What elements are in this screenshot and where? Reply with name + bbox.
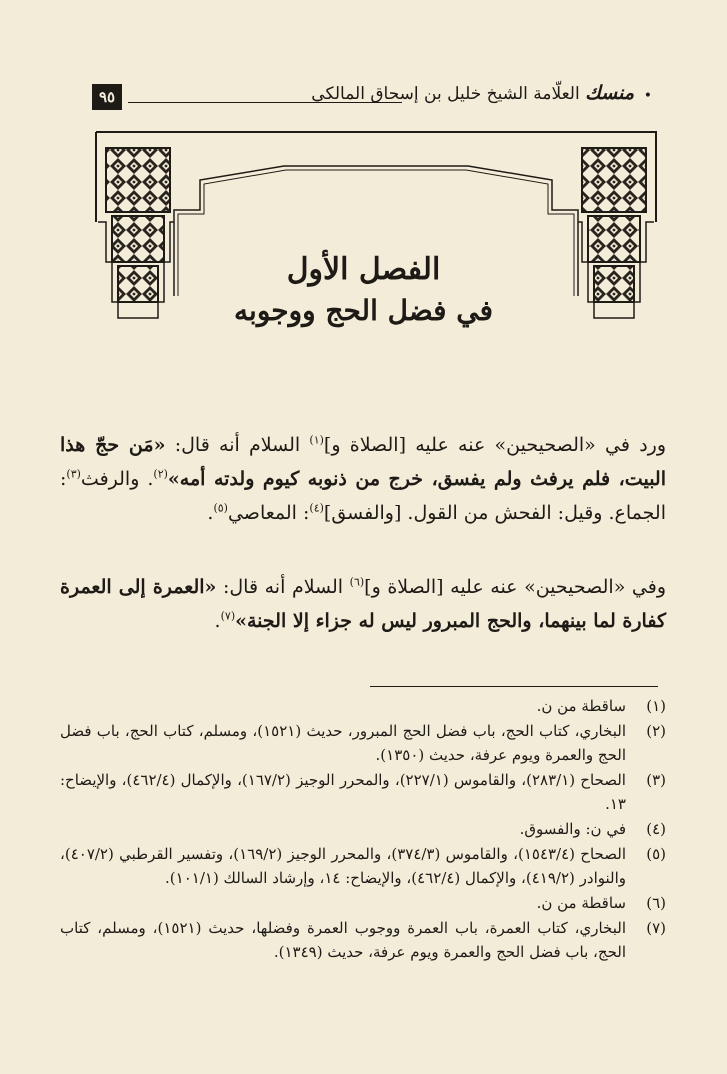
footnote — [60, 694, 666, 718]
footnote — [60, 817, 666, 841]
footnote — [60, 842, 666, 890]
p1-text-c: . والرفث — [80, 468, 154, 490]
footnote-ref[interactable]: (٤) — [309, 501, 324, 515]
footnote-number: (٣) — [646, 771, 666, 789]
paragraph-1 — [60, 428, 666, 530]
p2-text-a: وفي «الصحيحين» عنه عليه [الصلاة و] — [364, 576, 667, 598]
header-brand: منسك — [585, 82, 634, 104]
footnote-ref[interactable]: (٥) — [213, 501, 228, 515]
footnote-ref[interactable]: (٣) — [66, 467, 81, 481]
footnotes — [60, 694, 666, 965]
paragraph-2 — [60, 570, 666, 638]
running-header — [92, 80, 652, 112]
footnote — [60, 768, 666, 816]
p1-text-b: السلام أنه قال: — [165, 434, 310, 456]
header-bullet: • — [643, 88, 652, 104]
p1-text-d: : الجماع. وقيل: الفحش من القول. [والفسق] — [60, 468, 666, 524]
footnote-number: (٥) — [646, 845, 666, 863]
right-ornament-icon — [578, 148, 654, 318]
header-rule — [128, 102, 402, 103]
footnote-text: البخاري، كتاب العمرة، باب العمرة ووجوب العمرة وفضلها، حديث (١٥٢١)، ومسلم، كتاب الحج، باب فضل الحج والعمرة ويوم عرفة، حديث (١٣٤٩). — [60, 919, 626, 961]
footnote — [60, 719, 666, 767]
footnote-ref[interactable]: (٢) — [153, 467, 168, 481]
footnote-text: الصحاح (١٥٤٣/٤)، والقاموس (٣٧٤/٣)، والمحرر الوجيز (١٦٩/٢)، وتفسير القرطبي (٤٠٧/٢)، والنوادر (٤١٩/٢)، والإكمال (٤٦٢/٤)، والإيضاح: ١٤، وإرشاد السالك (١٠١/١). — [60, 845, 626, 887]
footnote-text: ساقطة من ن. — [536, 894, 626, 912]
hadith-text: «مَن حجّ هذا البيت، فلم يرفث ولم يفسق، خرج من ذنوبه كيوم ولدته أمه» — [60, 434, 666, 490]
footnote-number: (٦) — [646, 894, 666, 912]
footnote-ref[interactable]: (٦) — [349, 575, 365, 589]
footnote-separator — [370, 686, 658, 687]
chapter-subtitle: في فضل الحج ووجوبه — [234, 294, 493, 327]
header-title — [311, 82, 634, 104]
p1-text-a: ورد في «الصحيحين» عنه عليه [الصلاة و] — [323, 434, 667, 456]
chapter-title: الفصل الأول — [286, 252, 441, 287]
footnote-text: الصحاح (٢٨٣/١)، والقاموس (٢٢٧/١)، والمحرر الوجيز (١٦٧/٢)، والإكمال (٤٦٢/٤)، والإيضاح: ١٣. — [60, 771, 626, 813]
footnote-number: (١) — [646, 697, 666, 715]
footnote-number: (٧) — [646, 919, 666, 937]
footnote-number: (٤) — [646, 820, 666, 838]
footnote-text: ساقطة من ن. — [536, 697, 626, 715]
p1-text-e: : المعاصي — [227, 502, 310, 524]
p2-text-c: . — [214, 610, 221, 632]
footnote-text: في ن: والفسوق. — [519, 820, 626, 838]
p2-text-b: السلام أنه قال: — [216, 576, 350, 598]
p1-text-f: . — [207, 502, 214, 524]
header-title-text: العلّامة الشيخ خليل بن إسحاق المالكي — [311, 84, 580, 104]
footnote-number: (٢) — [646, 722, 666, 740]
footnote-text: البخاري، كتاب الحج، باب فضل الحج المبرور، حديث (١٥٢١)، ومسلم، كتاب الحج، باب فضل الحج والعمرة ويوم عرفة، حديث (١٣٥٠). — [60, 722, 626, 764]
footnote-ref[interactable]: (١) — [309, 433, 324, 447]
footnote-ref[interactable]: (٧) — [220, 609, 236, 623]
footnote — [60, 891, 666, 915]
left-ornament-icon — [98, 148, 174, 318]
page-number: ٩٥ — [92, 84, 122, 110]
footnote — [60, 916, 666, 964]
hadith-text: «العمرة إلى العمرة كفارة لما بينهما، والحج المبرور ليس له جزاء إلا الجنة» — [60, 576, 666, 632]
